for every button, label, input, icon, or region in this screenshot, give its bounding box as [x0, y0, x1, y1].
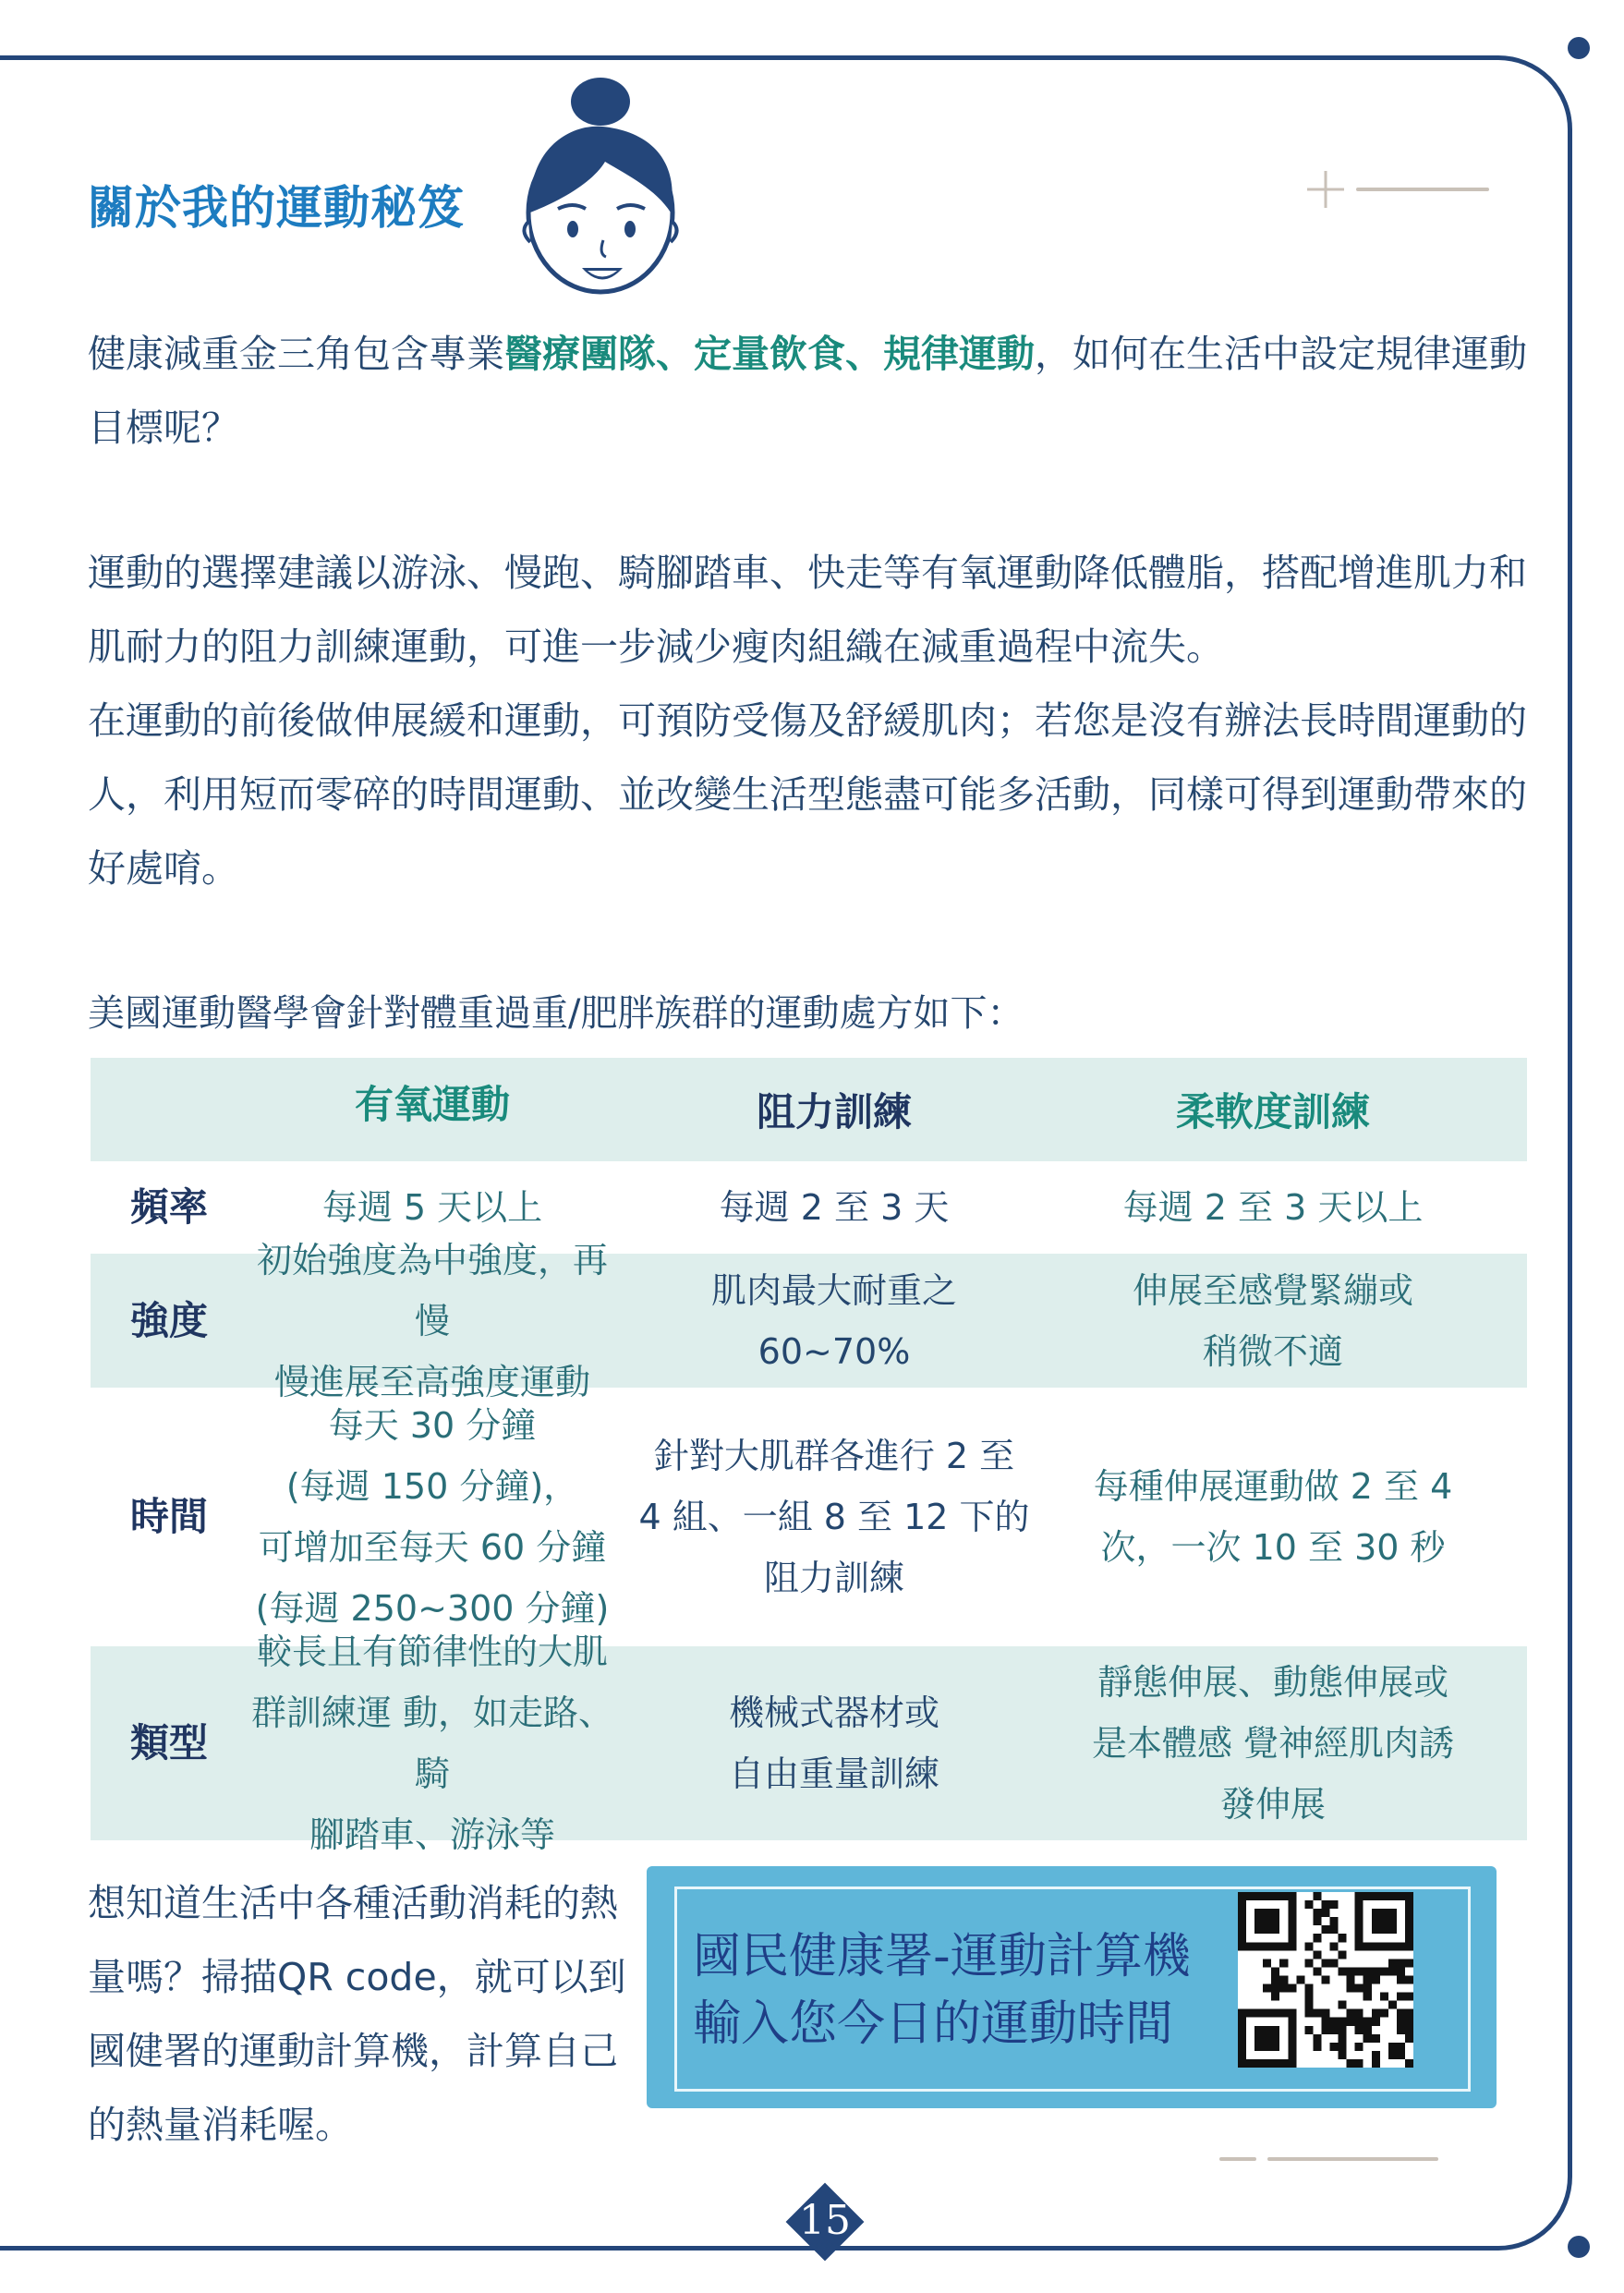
table-header-row: [91, 1058, 1527, 1161]
cell-frequency-aerobic: 每週 5 天以上: [321, 1187, 543, 1228]
exercise-paragraph-2: 在運動的前後做伸展緩和運動，可預防受傷及舒緩肌肉；若您是沒有辦法長時間運動的人，利用短而零碎的時間運動、並改變生活型態盡可能多活動，同樣可得到運動帶來的好處唷。: [88, 698, 1527, 891]
intro-paragraph: [88, 317, 1547, 465]
corner-dot-bottom: [1568, 2236, 1590, 2258]
table-row-time: [91, 1388, 1527, 1646]
cartoon-face-icon: [517, 74, 684, 314]
cell-time-resistance: 針對大肌群各進行 2 至 4 組、一組 8 至 12 下的 阻力訓練: [638, 1436, 1030, 1598]
corner-dot-top: [1568, 37, 1590, 59]
sparkle-icon: [1303, 166, 1497, 212]
table-intro: 美國運動醫學會針對體重過重/肥胖族群的運動處方如下：: [88, 992, 1024, 1035]
page-title: 關於我的運動秘笈: [88, 181, 465, 235]
cell-time-aerobic: 每天 30 分鐘 (每週 150 分鐘)， 可增加至每天 60 分鐘 (每週 250~300 分鐘): [255, 1405, 610, 1629]
table-row-type: [91, 1632, 1527, 1855]
row-label-time: 時間: [129, 1494, 208, 1539]
cell-intensity-aerobic: 初始強度為中強度，再慢 慢進展至高強度運動: [256, 1239, 608, 1402]
cell-frequency-flexibility: 每週 2 至 3 天以上: [1122, 1187, 1424, 1228]
divider-long: [1267, 2157, 1438, 2161]
row-label-intensity: 強度: [129, 1297, 208, 1343]
card-title: 國民健康署-運動計算機: [693, 1929, 1191, 1984]
intro-tail: ，如何在生活中設定規律運動目標呢？: [88, 332, 1527, 450]
divider-short: [1219, 2157, 1256, 2161]
exercise-calculator-card[interactable]: [647, 1866, 1497, 2108]
exercise-paragraph-1: 運動的選擇建議以游泳、慢跑、騎腳踏車、快走等有氧運動降低體脂，搭配增進肌力和肌耐力的阻力訓練運動，可進一步減少瘦肉組織在減重過程中流失。: [88, 551, 1527, 669]
column-header-flexibility: 柔軟度訓練: [1175, 1089, 1370, 1134]
row-label-frequency: 頻率: [129, 1184, 208, 1230]
cell-type-aerobic: 較長且有節律性的大肌 群訓練運 動，如走路、騎 腳踏車、游泳等: [250, 1632, 614, 1855]
cell-frequency-resistance: 每週 2 至 3 天: [719, 1187, 950, 1228]
card-subtitle: 輸入您今日的運動時間: [693, 1996, 1174, 2052]
exercise-prescription-table: [91, 1058, 1527, 1855]
cell-type-resistance: 機械式器材或 自由重量訓練: [728, 1692, 939, 1794]
qr-code-icon[interactable]: [1238, 1892, 1413, 2068]
calorie-note: 想知道生活中各種活動消耗的熱量嗎？掃描QR code，就可以到國健署的運動計算機，計算自己的熱量消耗喔。: [88, 1881, 626, 2147]
intro-highlight: 醫療團隊、定量飲食、規律運動: [504, 332, 1035, 376]
cell-time-flexibility: 每種伸展運動做 2 至 4 次，一次 10 至 30 秒: [1093, 1466, 1453, 1568]
column-header-aerobic: 有氧運動: [354, 1082, 510, 1127]
column-header-resistance: 阻力訓練: [756, 1089, 912, 1134]
cell-intensity-resistance: 肌肉最大耐重之 60~70%: [710, 1269, 957, 1372]
table-row-intensity: [91, 1239, 1527, 1402]
intro-lead: 健康減重金三角包含專業: [88, 332, 504, 376]
row-label-type: 類型: [129, 1720, 208, 1765]
cell-intensity-flexibility: 伸展至感覺緊繃或 稍微不適: [1132, 1269, 1413, 1372]
cell-type-flexibility: 靜態伸展、動態伸展或 是本體感 覺神經肌肉誘 發伸展: [1091, 1662, 1455, 1825]
page-number: 15: [799, 2197, 851, 2244]
